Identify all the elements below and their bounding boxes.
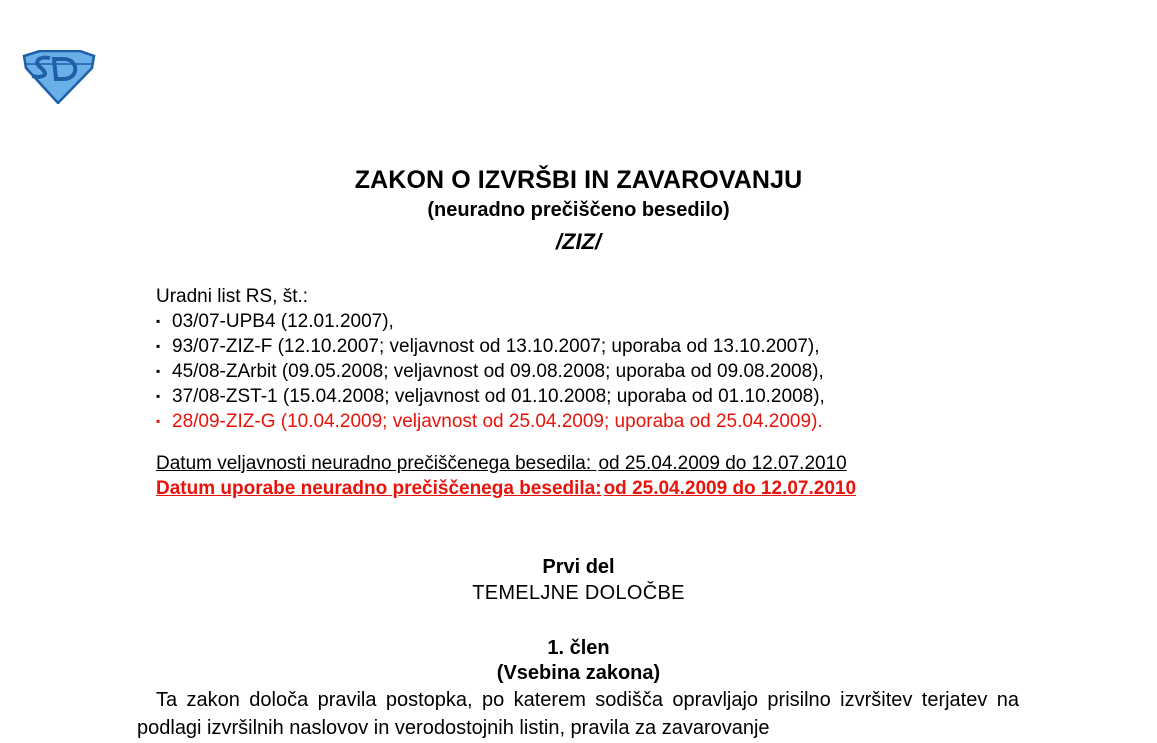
part-number: Prvi del xyxy=(542,556,615,578)
bullet-icon: ▪ xyxy=(156,414,161,428)
article-number: 1. člen xyxy=(547,637,610,659)
article-title: (Vsebina zakona) xyxy=(496,662,661,684)
gazette-item-text: 37/08-ZST-1 (15.04.2008; veljavnost od 01.10.2008; uporaba od 01.10.2008), xyxy=(172,386,825,407)
document-title: ZAKON O IZVRŠBI IN ZAVAROVANJU xyxy=(354,166,803,194)
gazette-item-text: 93/07-ZIZ-F (12.10.2007; veljavnost od 13.10.2007; uporaba od 13.10.2007), xyxy=(172,336,820,357)
gazette-item xyxy=(156,334,825,359)
bullet-icon: ▪ xyxy=(156,389,161,403)
document-subtitle: (neuradno prečiščeno besedilo) xyxy=(427,199,730,221)
gazette-item-text: 45/08-ZArbit (09.05.2008; veljavnost od 09.08.2008; uporaba od 09.08.2008), xyxy=(172,361,824,382)
bullet-icon: ▪ xyxy=(156,364,161,378)
article-paragraph: Ta zakon določa pravila postopka, po katerem sodišča opravljajo prisilno izvršitev terjatev na podlagi izvršilnih naslovov in verodostojnih listin, pravila za zavarovanje xyxy=(137,689,1019,739)
gazette-list xyxy=(156,284,825,434)
gazette-item xyxy=(156,359,825,384)
bullet-icon: ▪ xyxy=(156,339,161,353)
gazette-heading: Uradni list RS, št.: xyxy=(156,286,309,307)
bullet-icon: ▪ xyxy=(156,314,161,328)
document-abbreviation: /ZIZ/ xyxy=(555,229,602,254)
use-date-label: Datum uporabe neuradno prečiščenega besedila: xyxy=(156,478,602,499)
gazette-item-text: 28/09-ZIZ-G (10.04.2009; veljavnost od 25.04.2009; uporaba od 25.04.2009). xyxy=(172,411,823,432)
gazette-item-text: 03/07-UPB4 (12.01.2007), xyxy=(172,311,394,332)
gazette-item xyxy=(156,384,825,409)
part-title: TEMELJNE DOLOČBE xyxy=(472,582,685,604)
use-date-value: od 25.04.2009 do 12.07.2010 xyxy=(603,478,857,499)
validity-date-label: Datum veljavnosti neuradno prečiščenega besedila: xyxy=(156,453,592,474)
use-date-row xyxy=(156,476,856,501)
sd-logo xyxy=(22,50,96,104)
gazette-item xyxy=(156,309,825,334)
validity-date-row xyxy=(156,451,856,476)
dates-block xyxy=(156,451,856,501)
gazette-item-current xyxy=(156,409,825,434)
validity-date-value: od 25.04.2009 do 12.07.2010 xyxy=(598,453,847,474)
